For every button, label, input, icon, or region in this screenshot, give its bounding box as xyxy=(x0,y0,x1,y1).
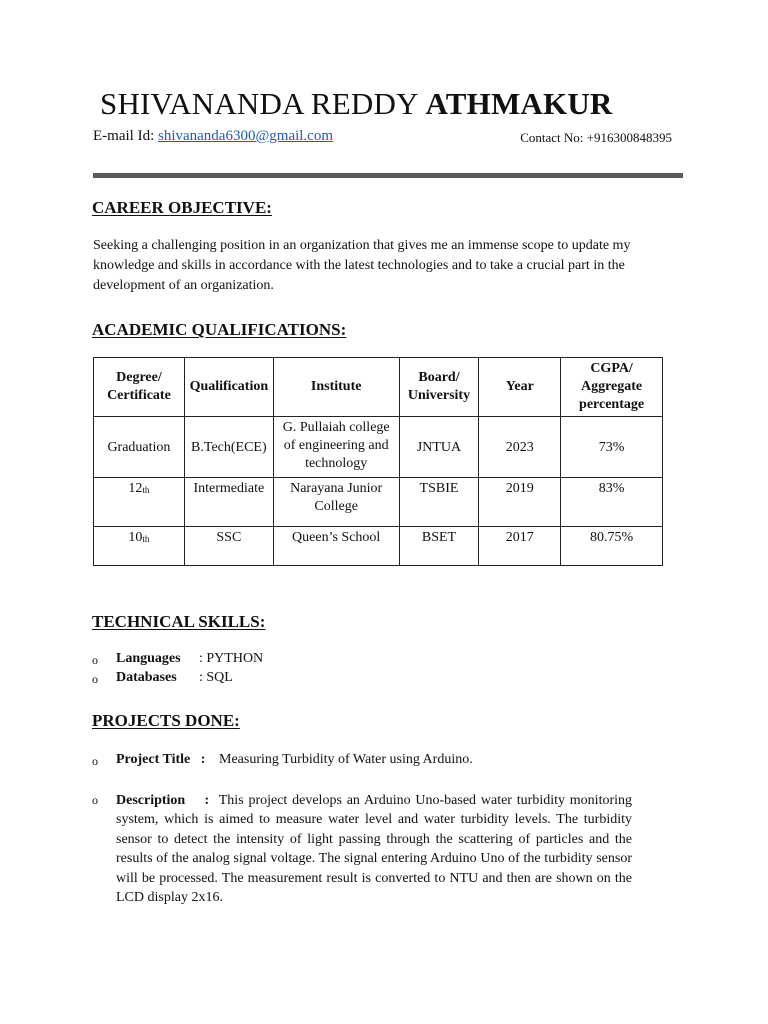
cell-board: JNTUA xyxy=(399,417,479,478)
academic-qualifications-heading: ACADEMIC QUALIFICATIONS: xyxy=(92,320,347,339)
col-header-qualification: Qualification xyxy=(184,358,273,417)
skill-value: : SQL xyxy=(199,670,233,685)
col-header-degree: Degree/ Certificate xyxy=(94,358,185,417)
bullet-icon: o xyxy=(92,672,98,686)
col-header-institute: Institute xyxy=(273,358,399,417)
cell-institute: Queen’s School xyxy=(273,527,399,566)
academic-table xyxy=(93,357,663,566)
contact-line xyxy=(520,130,672,146)
cell-degree: $12_{th}$ xyxy=(94,478,185,527)
cell-year: 2023 xyxy=(479,417,561,478)
email-line xyxy=(93,128,333,145)
career-objective-text: Seeking a challenging position in an organization that gives me an immense scope to update my knowledge and skills in accordance with the latest technologies and to take a crucial part in the development of an organization. xyxy=(93,238,631,293)
contact-number: +916300848395 xyxy=(586,130,672,145)
col-header-year: Year xyxy=(479,358,561,417)
bullet-icon: o xyxy=(92,793,98,807)
cell-board: TSBIE xyxy=(399,478,479,527)
table-row xyxy=(94,478,663,527)
skill-label: Languages xyxy=(116,651,181,666)
projects-done-heading: PROJECTS DONE: xyxy=(92,711,240,730)
name-last: ATHMAKUR xyxy=(425,86,613,121)
cell-score: 83% xyxy=(561,478,663,527)
cell-board: BSET xyxy=(399,527,479,566)
technical-skills-heading: TECHNICAL SKILLS: xyxy=(92,612,266,631)
cell-qualification: SSC xyxy=(184,527,273,566)
contact-label: Contact No: xyxy=(520,130,584,145)
cell-qualification: B.Tech(ECE) xyxy=(184,417,273,478)
project-description: Description : This project develops an Arduino Uno-based water turbidity monitoring system, which is aimed to measure water level and water turbidity levels. The turbidity sensor to detect the intensity of light passing through the scattering of particles and the results of the analog signal voltage. The signal entering Arduino Uno of the turbidity sensor will be processed. The measurement result is converted to NTU and then are shown on the LCD display 2x16. xyxy=(116,793,633,906)
cell-institute: Narayana Junior College xyxy=(273,478,399,527)
project-title-value: Measuring Turbidity of Water using Arduino. xyxy=(219,752,473,767)
skill-label: Databases xyxy=(116,670,177,685)
table-row xyxy=(94,527,663,566)
cell-institute: G. Pullaiah college of engineering and technology xyxy=(273,417,399,478)
cell-year: 2017 xyxy=(479,527,561,566)
header-divider xyxy=(93,173,683,178)
bullet-icon: o xyxy=(92,653,98,667)
email-label: E-mail Id: xyxy=(93,128,155,144)
career-objective-heading: CAREER OBJECTIVE: xyxy=(92,198,272,217)
col-header-score: CGPA/ Aggregate percentage xyxy=(561,358,663,417)
col-header-board: Board/ University xyxy=(399,358,479,417)
cell-qualification: Intermediate xyxy=(184,478,273,527)
table-row xyxy=(94,417,663,478)
cell-score: 80.75% xyxy=(561,527,663,566)
name-first: SHIVANANDA REDDY xyxy=(100,86,418,121)
project-title-label: Project Title : xyxy=(116,752,206,767)
skill-value: : PYTHON xyxy=(199,651,264,666)
cell-degree: Graduation xyxy=(94,417,185,478)
candidate-name xyxy=(100,86,613,122)
cell-year: 2019 xyxy=(479,478,561,527)
bullet-icon: o xyxy=(92,754,98,768)
email-link[interactable]: shivananda6300@gmail.com xyxy=(157,128,334,144)
cell-score: 73% xyxy=(561,417,663,478)
cell-degree: $10_{th}$ xyxy=(94,527,185,566)
table-header-row xyxy=(94,358,663,417)
